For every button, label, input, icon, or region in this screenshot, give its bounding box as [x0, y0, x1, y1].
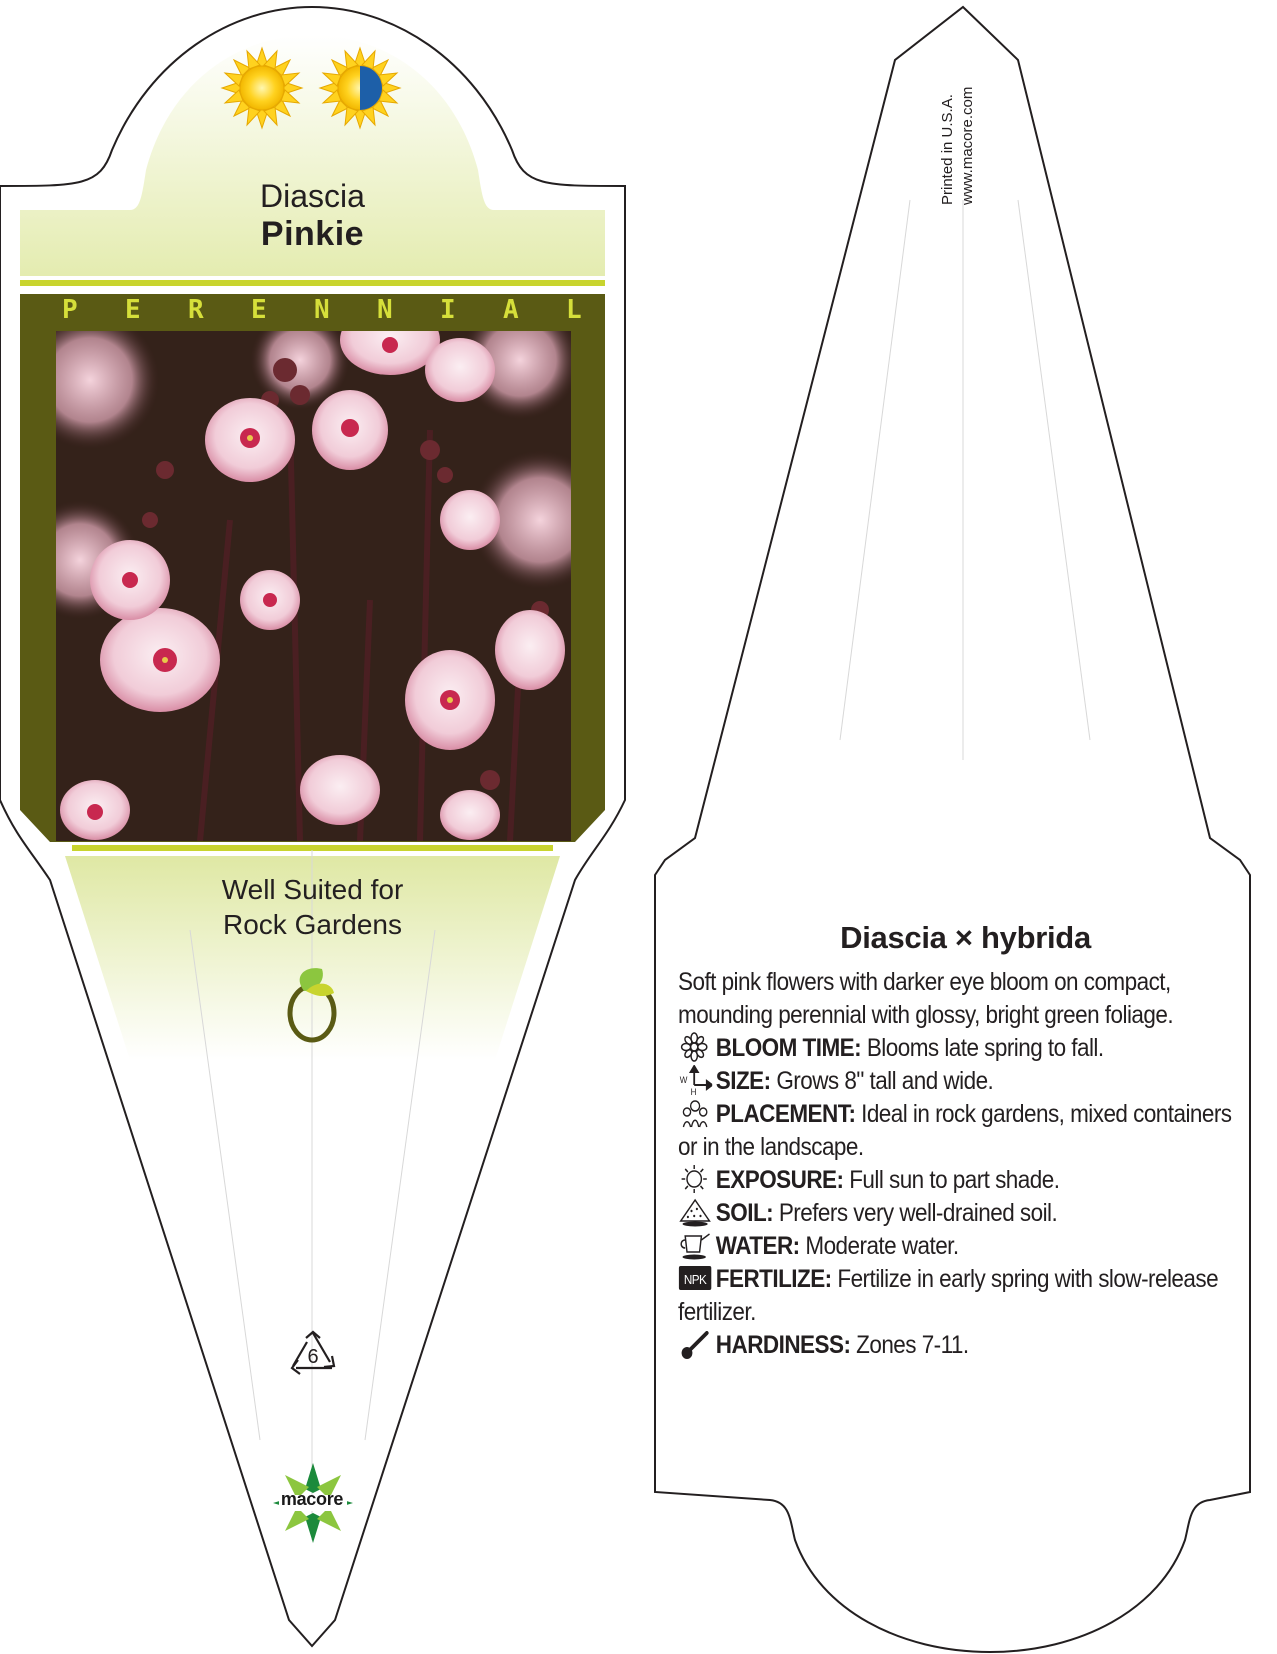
- attribute-label: SIZE:: [715, 1067, 771, 1095]
- attribute-text: Moderate water.: [805, 1232, 959, 1260]
- lime-rule: [20, 280, 605, 286]
- category-letter: L: [566, 295, 582, 325]
- category-label: [22, 295, 605, 331]
- attribute-hardiness: [678, 1329, 1254, 1362]
- category-letter: P: [62, 295, 78, 325]
- placement-flowers-icon: [678, 1098, 712, 1126]
- attribute-label: WATER:: [715, 1232, 800, 1260]
- sun-outline-icon: [678, 1164, 712, 1192]
- recycle-code: 6: [307, 1346, 319, 1368]
- attribute-placement: [678, 1098, 1254, 1164]
- part-shade-icon: [320, 48, 400, 128]
- soil-pile-icon: [678, 1197, 712, 1225]
- attribute-label: HARDINESS:: [715, 1331, 851, 1359]
- attribute-label: EXPOSURE:: [715, 1166, 844, 1194]
- cultivar-name: Pinkie: [260, 215, 365, 253]
- attribute-text: Blooms late spring to fall.: [866, 1034, 1104, 1062]
- genus-name: Diascia: [260, 178, 365, 214]
- npk-text: NPK: [683, 1272, 707, 1288]
- attribute-soil: [678, 1197, 1254, 1230]
- attribute-water: [678, 1230, 1254, 1263]
- scientific-name: Diascia × hybrida: [840, 920, 1091, 955]
- imprint: [938, 87, 978, 205]
- attribute-fertilize: [678, 1263, 1254, 1329]
- attribute-text: Fertilize in early spring with slow-release fertilizer.: [678, 1265, 1219, 1326]
- size-h-label: H: [690, 1086, 696, 1095]
- attribute-label: SOIL:: [715, 1199, 774, 1227]
- full-sun-icon: [222, 48, 302, 128]
- size-w-label: W: [679, 1074, 687, 1086]
- feature-callout: [60, 872, 565, 942]
- feature-line: Well Suited for: [221, 874, 404, 905]
- plant-description: Soft pink flowers with darker eye bloom on compact, mounding perennial with glossy, bright green foliage.: [678, 968, 1174, 1029]
- npk-icon: [678, 1263, 712, 1291]
- thermometer-icon: [678, 1329, 712, 1357]
- attribute-label: BLOOM TIME:: [715, 1034, 862, 1062]
- attribute-exposure: [678, 1164, 1254, 1197]
- category-letter: E: [251, 295, 267, 325]
- attribute-label: PLACEMENT:: [715, 1100, 856, 1128]
- imprint-line: www.macore.com: [959, 86, 976, 205]
- care-info: [678, 920, 1253, 1362]
- size-arrows-icon: [678, 1065, 712, 1093]
- category-letter: N: [377, 295, 393, 325]
- attribute-text: Ideal in rock gardens, mixed containers or in the landscape.: [678, 1100, 1232, 1161]
- plant-photo: [20, 300, 610, 841]
- imprint-line: Printed in U.S.A.: [939, 94, 956, 205]
- attribute-text: Full sun to part shade.: [849, 1166, 1060, 1194]
- category-letter: R: [188, 295, 204, 325]
- category-letter: N: [314, 295, 330, 325]
- category-letter: E: [125, 295, 141, 325]
- watering-can-icon: [678, 1230, 712, 1258]
- back-tag-outline: [655, 7, 1250, 1652]
- attribute-label: FERTILIZE:: [715, 1265, 832, 1293]
- category-letter: A: [503, 295, 519, 325]
- brand-name: macore: [280, 1489, 344, 1509]
- attribute-text: Zones 7-11.: [856, 1331, 969, 1359]
- attribute-size: [678, 1065, 1254, 1098]
- feature-line: Rock Gardens: [223, 909, 402, 940]
- attribute-bloom-time: [678, 1032, 1254, 1065]
- attribute-text: Grows 8" tall and wide.: [776, 1067, 994, 1095]
- attribute-text: Prefers very well-drained soil.: [778, 1199, 1058, 1227]
- category-letter: I: [440, 295, 456, 325]
- flower-icon: [678, 1032, 712, 1060]
